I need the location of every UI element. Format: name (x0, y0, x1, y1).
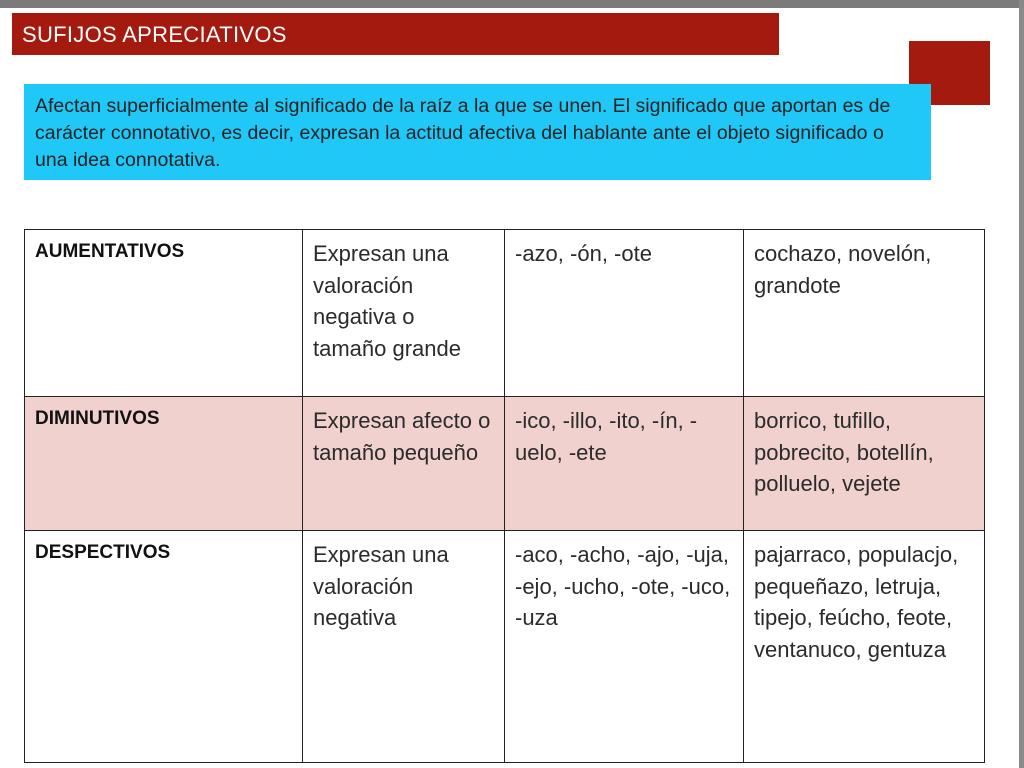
examples-cell: borrico, tufillo, pobrecito, botellín, polluelo, vejete (744, 397, 985, 531)
suffixes-cell: -ico, -illo, -ito, -ín, -uelo, -ete (505, 397, 744, 531)
top-border (0, 0, 1024, 8)
examples-cell: pajarraco, populacjo, pequeñazo, letruja, tipejo, feúcho, feote, ventanuco, gentuza (744, 531, 985, 763)
meaning-cell: Expresan una valoración negativa (303, 531, 505, 763)
category-cell: AUMENTATIVOS (25, 230, 303, 397)
examples-cell: cochazo, novelón, grandote (744, 230, 985, 397)
suffixes-cell: -azo, -ón, -ote (505, 230, 744, 397)
meaning-cell: Expresan afecto o tamaño pequeño (303, 397, 505, 531)
category-cell: DESPECTIVOS (25, 531, 303, 763)
suffix-table (24, 229, 985, 763)
table-row-aumentativos (25, 230, 985, 397)
table-row-diminutivos (25, 397, 985, 531)
suffixes-cell: -aco, -acho, -ajo, -uja, -ejo, -ucho, -ote, -uco, -uza (505, 531, 744, 763)
page-title: SUFIJOS APRECIATIVOS (12, 13, 779, 55)
intro-text: Afectan superficialmente al significado de la raíz a la que se unen. El significado que aportan es de carácter connotativo, es decir, expresan la actitud afectiva del hablante ante el objeto significado o una idea connotativa. (24, 84, 931, 180)
category-cell: DIMINUTIVOS (25, 397, 303, 531)
table-row-despectivos (25, 531, 985, 763)
meaning-cell: Expresan una valoración negativa o tamaño grande (303, 230, 505, 397)
right-border (1019, 0, 1024, 768)
